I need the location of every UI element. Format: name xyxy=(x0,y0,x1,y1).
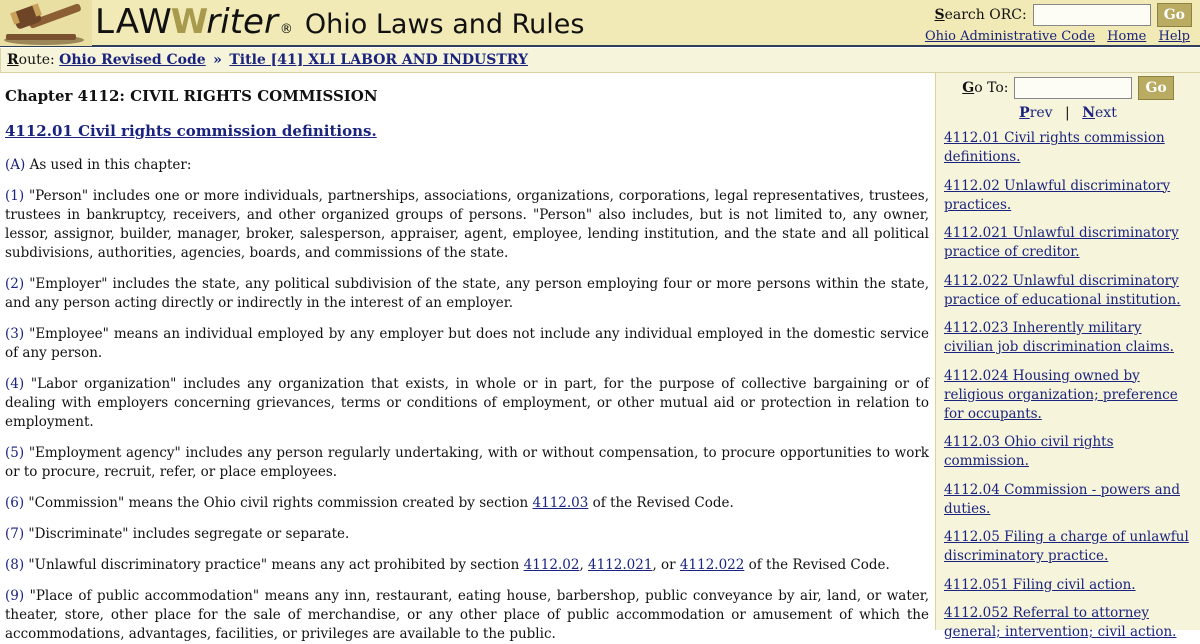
next-link[interactable] xyxy=(1082,105,1117,121)
help-link[interactable]: Help xyxy=(1158,29,1190,44)
search-orc-form xyxy=(934,3,1192,27)
paragraph-2 xyxy=(5,275,929,313)
paragraph-number: (8) xyxy=(5,557,25,573)
paragraph-3 xyxy=(5,325,929,363)
goto-go-button[interactable]: Go xyxy=(1138,76,1173,100)
list-item xyxy=(944,528,1192,566)
paragraph-number: (5) xyxy=(5,445,25,461)
paragraph-text: "Unlawful discriminatory practice" means any act prohibited by section xyxy=(24,557,524,573)
main-content xyxy=(5,73,929,642)
next-text: ext xyxy=(1095,105,1117,121)
breadcrumb-title-41[interactable]: Title [41] XLI LABOR AND INDUSTRY xyxy=(229,52,528,68)
goto-input[interactable] xyxy=(1014,77,1132,99)
toc-link-4112-052[interactable]: 4112.052 Referral to attorney general; intervention; civil action. xyxy=(944,605,1177,640)
goto-label-text: o To: xyxy=(974,80,1009,96)
next-accesskey: N xyxy=(1082,105,1096,121)
paragraph-text: As used in this chapter: xyxy=(25,157,192,173)
search-go-button[interactable]: Go xyxy=(1157,3,1192,27)
paragraph-number: (1) xyxy=(5,188,25,204)
paragraph-text: "Place of public accommodation" means any inn, restaurant, eating house, barbershop, public conveyance by air, land, or water, theater, store, other place for the sale of merchandise, or any other place of public accommodation or amusement of which the accommodations, advantages, facilities, or privileges are available to the public. xyxy=(5,588,929,642)
paragraph-text: "Discriminate" includes segregate or separate. xyxy=(24,526,350,542)
header-links xyxy=(917,29,1190,44)
section-title-link[interactable]: 4112.01 Civil rights commission definitions. xyxy=(5,122,377,140)
paragraph-text: of the Revised Code. xyxy=(588,495,734,511)
breadcrumb xyxy=(0,48,1200,73)
paragraph-text: "Employment agency" includes any person regularly undertaking, with or without compensation, to procure opportunities to work or to procure, recruit, refer, or place employees. xyxy=(5,445,929,480)
section-4112-03-link[interactable]: 4112.03 xyxy=(532,495,589,511)
home-link[interactable]: Home xyxy=(1107,29,1147,44)
paragraph-text: "Employee" means an individual employed by any employer but does not include any individual employed in the domestic service of any person. xyxy=(5,326,929,361)
toc-link-4112-024[interactable]: 4112.024 Housing owned by religious organization; preference for occupants. xyxy=(944,367,1178,422)
sidebar xyxy=(935,73,1200,640)
search-label-text: earch ORC: xyxy=(944,7,1027,23)
prev-link[interactable] xyxy=(1019,105,1052,121)
nav-divider: | xyxy=(1065,105,1070,121)
breadcrumb-separator: » xyxy=(213,52,222,68)
gavel-icon xyxy=(0,0,92,46)
list-item xyxy=(944,224,1192,262)
search-orc-label xyxy=(934,7,1026,23)
paragraph-text: , xyxy=(579,557,589,573)
paragraph-text: "Labor organization" includes any organization that exists, in whole or in part, for the purpose of collective bargaining or of dealing with employers concerning grievances, terms or conditions of employment, or other mutual aid or protection in relation to employment. xyxy=(5,376,929,430)
paragraph-number: (6) xyxy=(5,495,25,511)
site-title: Ohio Laws and Rules xyxy=(304,9,585,40)
prev-next-nav xyxy=(936,105,1200,121)
logo-riter-text: riter xyxy=(206,2,278,42)
list-item xyxy=(944,129,1192,167)
paragraph-text: "Commission" means the Ohio civil rights commission created by section xyxy=(24,495,533,511)
paragraph-4 xyxy=(5,375,929,432)
list-item xyxy=(944,433,1192,471)
list-item xyxy=(944,367,1192,424)
section-list xyxy=(936,129,1200,642)
search-orc-input[interactable] xyxy=(1033,4,1151,26)
paragraph-a xyxy=(5,156,929,175)
list-item xyxy=(944,272,1192,310)
paragraph-5 xyxy=(5,444,929,482)
paragraph-number: (A) xyxy=(5,157,26,173)
toc-link-4112-03[interactable]: 4112.03 Ohio civil rights commission. xyxy=(944,434,1114,469)
route-label: oute: xyxy=(18,52,55,68)
section-4112-022-link[interactable]: 4112.022 xyxy=(679,557,745,573)
paragraph-text: of the Revised Code. xyxy=(744,557,890,573)
paragraph-9 xyxy=(5,587,929,644)
section-4112-02-link[interactable]: 4112.02 xyxy=(523,557,580,573)
logo-w-text: W xyxy=(170,2,209,42)
paragraph-number: (9) xyxy=(5,588,25,604)
toc-link-4112-04[interactable]: 4112.04 Commission - powers and duties. xyxy=(944,481,1181,517)
list-item xyxy=(944,576,1192,595)
paragraph-number: (4) xyxy=(5,376,25,392)
list-item xyxy=(944,319,1192,357)
toc-link-4112-023[interactable]: 4112.023 Inherently military civilian job discrimination claims. xyxy=(944,320,1174,355)
toc-link-4112-02[interactable]: 4112.02 Unlawful discriminatory practices. xyxy=(944,177,1171,213)
toc-link-4112-021[interactable]: 4112.021 Unlawful discriminatory practice of creditor. xyxy=(944,225,1179,260)
paragraph-8 xyxy=(5,556,929,575)
list-item xyxy=(944,481,1192,519)
logo-law-text: LAW xyxy=(95,2,173,42)
paragraph-number: (3) xyxy=(5,326,25,342)
toc-link-4112-051[interactable]: 4112.051 Filing civil action. xyxy=(944,576,1136,593)
paragraph-7 xyxy=(5,525,929,544)
logo-registered-mark: ® xyxy=(279,22,293,37)
toc-link-4112-05[interactable]: 4112.05 Filing a charge of unlawful discriminatory practice. xyxy=(944,529,1189,564)
ohio-administrative-code-link[interactable]: Ohio Administrative Code xyxy=(924,29,1096,44)
site-logo[interactable] xyxy=(95,2,584,44)
paragraph-text: , or xyxy=(652,557,680,573)
goto-label xyxy=(962,80,1008,96)
list-item xyxy=(944,604,1192,642)
paragraph-number: (2) xyxy=(5,276,25,292)
paragraph-6 xyxy=(5,494,929,513)
paragraph-number: (7) xyxy=(5,526,25,542)
paragraph-text: "Person" includes one or more individuals, partnerships, associations, organizations, corporations, legal representatives, trustees, trustees in bankruptcy, receivers, and other organized groups of persons. "Person" also includes, but is not limited to, any owner, lessor, assignor, builder, manager, broker, salesperson, appraiser, agent, employee, lending institution, and the state and all political subdivisions, authorities, agencies, boards, and commissions of the state. xyxy=(5,188,929,261)
prev-text: rev xyxy=(1029,105,1053,121)
goto-label-accesskey: G xyxy=(962,80,975,96)
section-4112-021-link[interactable]: 4112.021 xyxy=(588,557,653,573)
route-label-accesskey: R xyxy=(7,52,19,68)
chapter-title: Chapter 4112: CIVIL RIGHTS COMMISSION xyxy=(5,87,378,105)
site-header xyxy=(0,0,1200,47)
list-item xyxy=(944,177,1192,215)
paragraph-text: "Employer" includes the state, any political subdivision of the state, any person employing four or more persons within the state, and any person acting directly or indirectly in the interest of an employer. xyxy=(5,276,929,311)
toc-link-4112-022[interactable]: 4112.022 Unlawful discriminatory practice of educational institution. xyxy=(944,272,1181,308)
toc-link-4112-01[interactable]: 4112.01 Civil rights commission definitions. xyxy=(944,130,1165,165)
goto-form xyxy=(936,77,1200,99)
paragraph-1 xyxy=(5,187,929,263)
prev-accesskey: P xyxy=(1019,105,1030,121)
search-label-accesskey: S xyxy=(934,7,945,23)
breadcrumb-ohio-revised-code[interactable]: Ohio Revised Code xyxy=(59,52,206,68)
